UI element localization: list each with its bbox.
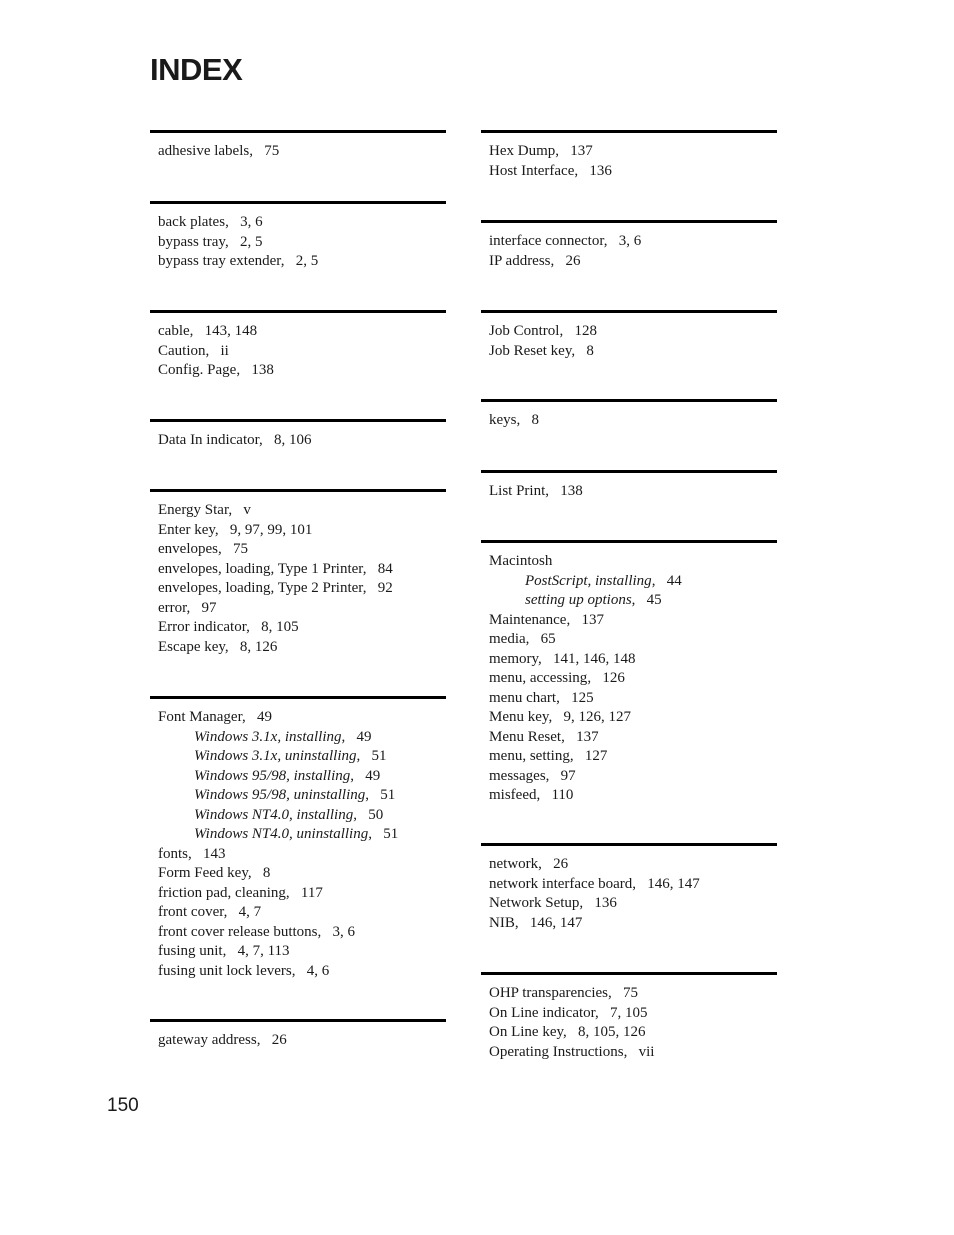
index-page-refs: 51 <box>371 748 387 764</box>
index-entry: Hex Dump, 137 <box>489 143 593 159</box>
index-section <box>150 201 446 272</box>
index-page-refs: 138 <box>560 483 583 499</box>
index-term: Error indicator <box>158 619 247 635</box>
index-term: Operating Instructions <box>489 1043 624 1060</box>
index-entry: menu, setting, 127 <box>489 748 608 764</box>
index-entry: Job Control, 128 <box>489 323 597 339</box>
index-entry: Menu Reset, 137 <box>489 728 599 745</box>
index-term: Windows 3.1x, installing <box>194 728 342 745</box>
index-page-refs: v <box>243 502 251 518</box>
index-entry: network, 26 <box>489 856 569 872</box>
index-section <box>481 310 777 361</box>
index-page-refs: 137 <box>570 143 593 159</box>
index-subentry: Windows 3.1x, installing, 49 <box>194 728 372 745</box>
index-term: adhesive labels <box>158 143 250 159</box>
index-entry: memory, 141, 146, 148 <box>489 650 636 667</box>
index-entry: Font Manager, 49 <box>158 709 272 725</box>
index-term: Font Manager <box>158 709 242 725</box>
index-subentry: Windows NT4.0, installing, 50 <box>194 806 384 823</box>
index-page-refs: 45 <box>646 592 662 608</box>
index-entry: front cover release buttons, 3, 6 <box>158 923 356 940</box>
index-page-refs: ii <box>220 342 229 359</box>
index-term: Windows NT4.0, uninstalling <box>194 826 369 842</box>
index-term: Network Setup <box>489 895 580 911</box>
index-entry: Form Feed key, 8 <box>158 865 271 881</box>
index-page-refs: 3, 6 <box>332 923 356 940</box>
index-term: Menu key <box>489 709 549 725</box>
index-entry: Config. Page, 138 <box>158 362 274 378</box>
index-page-refs: 9, 126, 127 <box>563 709 631 725</box>
index-entry: fonts, 143 <box>158 845 226 862</box>
index-term: bypass tray extender <box>158 253 281 269</box>
index-entry: Network Setup, 136 <box>489 895 617 911</box>
index-page-refs: 2, 5 <box>295 253 319 269</box>
index-term: menu, accessing <box>489 670 588 686</box>
index-term: Job Reset key <box>489 342 572 359</box>
index-term: front cover release buttons <box>158 923 318 940</box>
index-term: Windows 3.1x, uninstalling <box>194 748 357 764</box>
index-page-refs: 9, 97, 99, 101 <box>229 521 313 538</box>
index-page-refs: 8, 105 <box>261 619 299 635</box>
index-page-refs: 136 <box>594 895 617 911</box>
index-entry: error, 97 <box>158 599 217 616</box>
index-term: bypass tray <box>158 233 225 250</box>
index-term: menu, setting <box>489 748 570 764</box>
index-page-refs: 26 <box>553 856 569 872</box>
index-page-refs: 97 <box>201 599 217 616</box>
index-entry: Operating Instructions, vii <box>489 1043 655 1060</box>
index-entry: bypass tray, 2, 5 <box>158 233 263 250</box>
index-entry: adhesive labels, 75 <box>158 143 280 159</box>
index-page-refs: 4, 7, 113 <box>237 943 290 959</box>
index-page-refs: 128 <box>574 323 597 339</box>
index-section <box>481 972 777 1062</box>
index-term: Menu Reset <box>489 728 562 745</box>
index-page-refs: 146, 147 <box>529 914 583 931</box>
index-entry: List Print, 138 <box>489 483 583 499</box>
index-entry: gateway address, 26 <box>158 1032 287 1048</box>
index-page-refs: 50 <box>368 806 384 823</box>
index-term: Enter key <box>158 521 215 538</box>
index-page-refs: 8 <box>586 342 594 359</box>
index-entry: network interface board, 146, 147 <box>489 875 700 892</box>
index-term: front cover <box>158 904 224 920</box>
index-page-refs: 126 <box>602 670 625 686</box>
index-entry: Data In indicator, 8, 106 <box>158 432 312 448</box>
index-entry: envelopes, loading, Type 1 Printer, 84 <box>158 560 393 577</box>
index-page-refs: 137 <box>581 611 604 628</box>
index-page-refs: 44 <box>666 572 682 589</box>
index-page-refs: 110 <box>551 787 574 803</box>
index-term: Config. Page <box>158 362 237 378</box>
index-entry: interface connector, 3, 6 <box>489 233 642 249</box>
index-entry: IP address, 26 <box>489 252 581 269</box>
index-term: misfeed <box>489 787 537 803</box>
index-entry: On Line key, 8, 105, 126 <box>489 1024 646 1040</box>
index-section <box>481 843 777 933</box>
index-page-refs: 75 <box>232 541 248 557</box>
index-subentry: Windows 95/98, uninstalling, 51 <box>194 787 396 803</box>
index-section <box>481 540 777 806</box>
index-term: Caution <box>158 342 206 359</box>
index-page-refs: 7, 105 <box>610 1004 648 1021</box>
index-entry: Maintenance, 137 <box>489 611 604 628</box>
index-section <box>150 130 446 162</box>
index-page-refs: 26 <box>565 252 581 269</box>
index-entry: fusing unit lock levers, 4, 6 <box>158 962 330 979</box>
index-page-refs: 51 <box>380 787 396 803</box>
index-page-refs: 143 <box>203 845 226 862</box>
index-section <box>481 220 777 271</box>
index-subentry: Windows NT4.0, uninstalling, 51 <box>194 826 399 842</box>
index-entry: On Line indicator, 7, 105 <box>489 1004 648 1021</box>
index-term: envelopes, loading, Type 2 Printer <box>158 580 363 596</box>
page-number: 150 <box>107 1095 139 1116</box>
index-entry: NIB, 146, 147 <box>489 914 583 931</box>
index-entry: cable, 143, 148 <box>158 323 258 339</box>
index-page-refs: 75 <box>623 985 638 1001</box>
index-term: network interface board <box>489 875 633 892</box>
index-entry: misfeed, 110 <box>489 787 574 803</box>
index-page-refs: 97 <box>560 767 576 784</box>
index-subentry: Windows 3.1x, uninstalling, 51 <box>194 748 387 764</box>
index-page-refs: 3, 6 <box>240 214 263 230</box>
index-section <box>150 696 446 981</box>
index-section <box>150 419 446 451</box>
index-section <box>150 310 446 381</box>
index-term: fonts <box>158 845 188 862</box>
index-section <box>150 489 446 657</box>
index-section <box>481 399 777 431</box>
index-page-refs: 8 <box>531 412 539 428</box>
index-term: List Print <box>489 483 546 499</box>
index-term: Windows NT4.0, installing <box>194 806 354 823</box>
index-entry: media, 65 <box>489 631 556 647</box>
index-section <box>481 470 777 502</box>
index-term: back plates <box>158 214 226 230</box>
index-term: Windows 95/98, installing <box>194 767 351 784</box>
index-page-refs: 84 <box>377 560 393 577</box>
index-page-refs: 3, 6 <box>618 233 642 249</box>
index-entry: Caution, ii <box>158 342 229 359</box>
index-term: error <box>158 599 187 616</box>
index-page-refs: 127 <box>584 748 608 764</box>
index-term: Energy Star <box>158 502 229 518</box>
index-entry: bypass tray extender, 2, 5 <box>158 253 319 269</box>
index-page-refs: 8, 126 <box>239 638 278 655</box>
index-term: media <box>489 631 526 647</box>
index-entry: menu chart, 125 <box>489 689 594 706</box>
index-entry: friction pad, cleaning, 117 <box>158 884 323 901</box>
index-term: gateway address <box>158 1032 257 1048</box>
index-page-refs: 92 <box>377 580 393 596</box>
page-title: INDEX <box>150 52 243 87</box>
index-section <box>150 1019 446 1051</box>
index-page-refs: 137 <box>576 728 599 745</box>
index-term: menu chart <box>489 689 557 706</box>
index-page-refs: 65 <box>540 631 556 647</box>
index-page-refs: 143, 148 <box>204 323 258 339</box>
index-entry: Job Reset key, 8 <box>489 342 594 359</box>
index-entry: keys, 8 <box>489 412 539 428</box>
index-term: envelopes, loading, Type 1 Printer <box>158 560 363 577</box>
index-page-refs: 49 <box>356 728 372 745</box>
index-term: Job Control <box>489 323 560 339</box>
index-term: On Line indicator <box>489 1004 596 1021</box>
index-page-refs: 8, 106 <box>274 432 312 448</box>
index-subentry: Windows 95/98, installing, 49 <box>194 767 381 784</box>
index-entry: fusing unit, 4, 7, 113 <box>158 943 290 959</box>
index-page-refs: 8, 105, 126 <box>578 1024 646 1040</box>
index-entry: front cover, 4, 7 <box>158 904 262 920</box>
index-term: Windows 95/98, uninstalling <box>194 787 366 803</box>
index-page-refs: 146, 147 <box>647 875 700 892</box>
index-page-refs: 4, 7 <box>238 904 262 920</box>
index-entry: menu, accessing, 126 <box>489 670 625 686</box>
index-term: keys <box>489 412 517 428</box>
index-subentry: setting up options, 45 <box>525 592 662 608</box>
index-term: PostScript, installing <box>525 572 652 589</box>
index-subentry: PostScript, installing, 44 <box>525 572 682 589</box>
index-entry: OHP transparencies, 75 <box>489 985 638 1001</box>
index-page-refs: vii <box>638 1043 655 1060</box>
index-term: fusing unit lock levers <box>158 962 292 979</box>
index-entry: Energy Star, v <box>158 502 251 518</box>
index-entry: envelopes, loading, Type 2 Printer, 92 <box>158 580 393 596</box>
index-term: Form Feed key <box>158 865 248 881</box>
index-term: setting up options <box>525 592 632 608</box>
index-page-refs: 141, 146, 148 <box>553 650 636 667</box>
index-term: Data In indicator <box>158 432 260 448</box>
index-entry: envelopes, 75 <box>158 541 248 557</box>
index-entry: messages, 97 <box>489 767 576 784</box>
index-entry: Enter key, 9, 97, 99, 101 <box>158 521 313 538</box>
index-section <box>481 130 777 181</box>
index-page-refs: 2, 5 <box>239 233 263 250</box>
index-term: On Line key <box>489 1024 564 1040</box>
index-term: messages <box>489 767 546 784</box>
index-term: Escape key <box>158 638 225 655</box>
index-page-refs: 117 <box>300 884 323 901</box>
index-term: envelopes <box>158 541 218 557</box>
index-entry: Escape key, 8, 126 <box>158 638 278 655</box>
index-term: OHP transparencies <box>489 985 608 1001</box>
index-entry <box>489 552 777 572</box>
index-term: IP address <box>489 252 551 269</box>
index-term: Host Interface <box>489 162 575 179</box>
index-page-refs: 49 <box>256 709 272 725</box>
index-term: Maintenance <box>489 611 567 628</box>
index-term: memory <box>489 650 539 667</box>
index-term: interface connector <box>489 233 604 249</box>
index-term: cable <box>158 323 190 339</box>
index-term: Macintosh <box>489 553 553 569</box>
index-page-refs: 4, 6 <box>306 962 330 979</box>
index-page-refs: 51 <box>383 826 399 842</box>
index-entry: Error indicator, 8, 105 <box>158 619 299 635</box>
index-entry: back plates, 3, 6 <box>158 214 263 230</box>
index-page-refs: 136 <box>589 162 612 179</box>
index-page-refs: 49 <box>365 767 381 784</box>
index-term: friction pad, cleaning <box>158 884 286 901</box>
index-entry: Host Interface, 136 <box>489 162 612 179</box>
index-page-refs: 8 <box>262 865 271 881</box>
index-page-refs: 138 <box>251 362 274 378</box>
index-page-refs: 75 <box>264 143 280 159</box>
index-entry: Menu key, 9, 126, 127 <box>489 709 631 725</box>
index-term: NIB <box>489 914 515 931</box>
index-page-refs: 26 <box>271 1032 287 1048</box>
index-term: Hex Dump <box>489 143 556 159</box>
index-page-refs: 125 <box>571 689 594 706</box>
index-term: network <box>489 856 539 872</box>
index-term: fusing unit <box>158 943 223 959</box>
